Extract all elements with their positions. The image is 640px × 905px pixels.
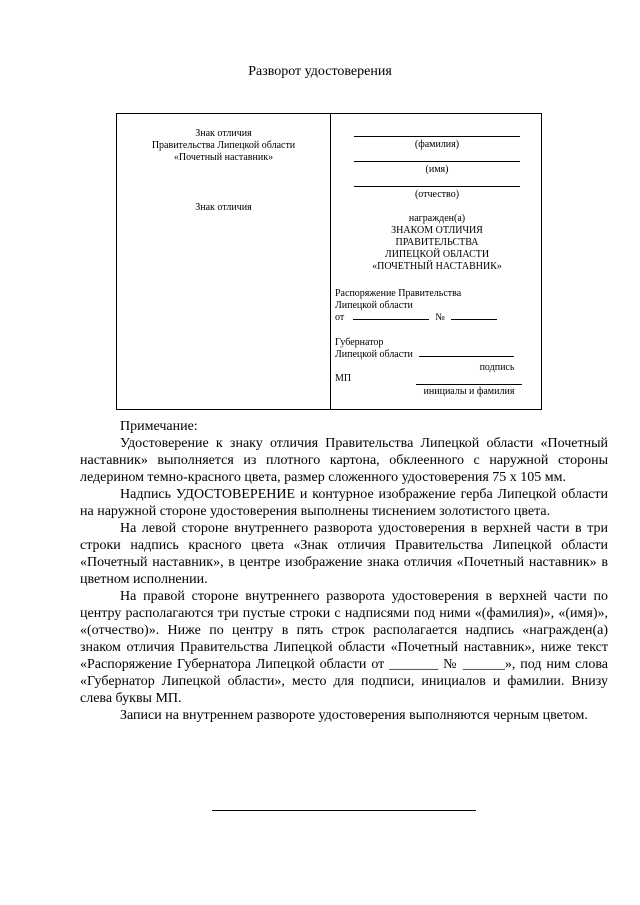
order-line-2: Липецкой области: [335, 300, 413, 311]
initials-line: [416, 384, 522, 385]
initials-caption: инициалы и фамилия: [423, 386, 515, 397]
notes-paragraph: Удостоверение к знаку отличия Правительства Липецкой области «Почетный наставник» выполняется из плотного картона, обклеенного с наружной стороны ледерином темно-красного цвета, размер сложенного удостоверения 75 х 105 мм.: [80, 436, 608, 485]
signature-blank: [419, 356, 514, 357]
award-line: «ПОЧЕТНЫЙ НАСТАВНИК»: [372, 261, 502, 272]
governor-block: [335, 337, 546, 361]
order-num-label: №: [435, 312, 445, 323]
name-line: [354, 161, 520, 162]
governor-line-2: [335, 349, 546, 361]
order-number-blank: [451, 319, 497, 320]
name-caption: (имя): [425, 164, 449, 175]
page-title: Разворот удостоверения: [248, 64, 392, 79]
patronymic-line: [354, 186, 520, 187]
surname-line: [354, 136, 520, 137]
award-line: награжден(а): [408, 213, 466, 224]
order-block: [335, 288, 546, 324]
order-from-label: от: [335, 312, 345, 323]
left-line-3: «Почетный наставник»: [173, 152, 274, 163]
patronymic-caption: (отчество): [414, 189, 460, 200]
surname-caption: (фамилия): [414, 139, 460, 150]
closing-rule: [212, 810, 476, 811]
award-line: ЛИПЕЦКОЙ ОБЛАСТИ: [384, 249, 490, 260]
award-line: ПРАВИТЕЛЬСТВА: [395, 237, 479, 248]
governor-line-1: Губернатор: [335, 337, 384, 348]
notes-paragraph: Записи на внутреннем развороте удостоверения выполняются черным цветом.: [120, 708, 588, 723]
order-line-1: Распоряжение Правительства: [335, 288, 462, 299]
certificate-spread: [116, 113, 542, 410]
left-line-1: Знак отличия: [195, 128, 252, 139]
governor-label: Липецкой области: [335, 349, 413, 360]
order-date-blank: [353, 319, 429, 320]
notes-paragraph: На левой стороне внутреннего разворота удостоверения в верхней части в три строки надпись красного цвета «Знак отличия Правительства Липецкой области «Почетный наставник», в центре изображение знака отличия «Почетный наставник» в цветном исполнении.: [80, 521, 608, 587]
signature-caption: подпись: [479, 362, 515, 373]
left-line-2: Правительства Липецкой области: [151, 140, 296, 151]
award-line: ЗНАКОМ ОТЛИЧИЯ: [391, 225, 483, 236]
notes-section: [80, 418, 608, 724]
award-text: [331, 213, 543, 273]
left-header: [117, 128, 330, 164]
mp-label: МП: [335, 373, 352, 384]
notes-heading: Примечание:: [120, 419, 198, 434]
notes-paragraph: Надпись УДОСТОВЕРЕНИЕ и контурное изображение герба Липецкой области на наружной стороне удостоверения выполнены тиснением золотистого цвета.: [80, 487, 608, 519]
left-emblem-caption: Знак отличия: [195, 202, 252, 213]
order-line-3: [335, 312, 546, 324]
notes-paragraph: На правой стороне внутреннего разворота удостоверения в верхней части по центру располагаются три пустые строки с надписями под ними «(фамилия)», «(имя)», «(отчество)». Ниже по центру в пять строк располагается надпись «награжден(а) знаком отличия Правительства Липецкой области «Почетный наставник», ниже текст «Распоряжение Губернатора Липецкой области от _______ № ______», под ним слова «Губернатор Липецкой области», место для подписи, инициалов и фамилии. Внизу слева буквы МП.: [80, 589, 608, 706]
